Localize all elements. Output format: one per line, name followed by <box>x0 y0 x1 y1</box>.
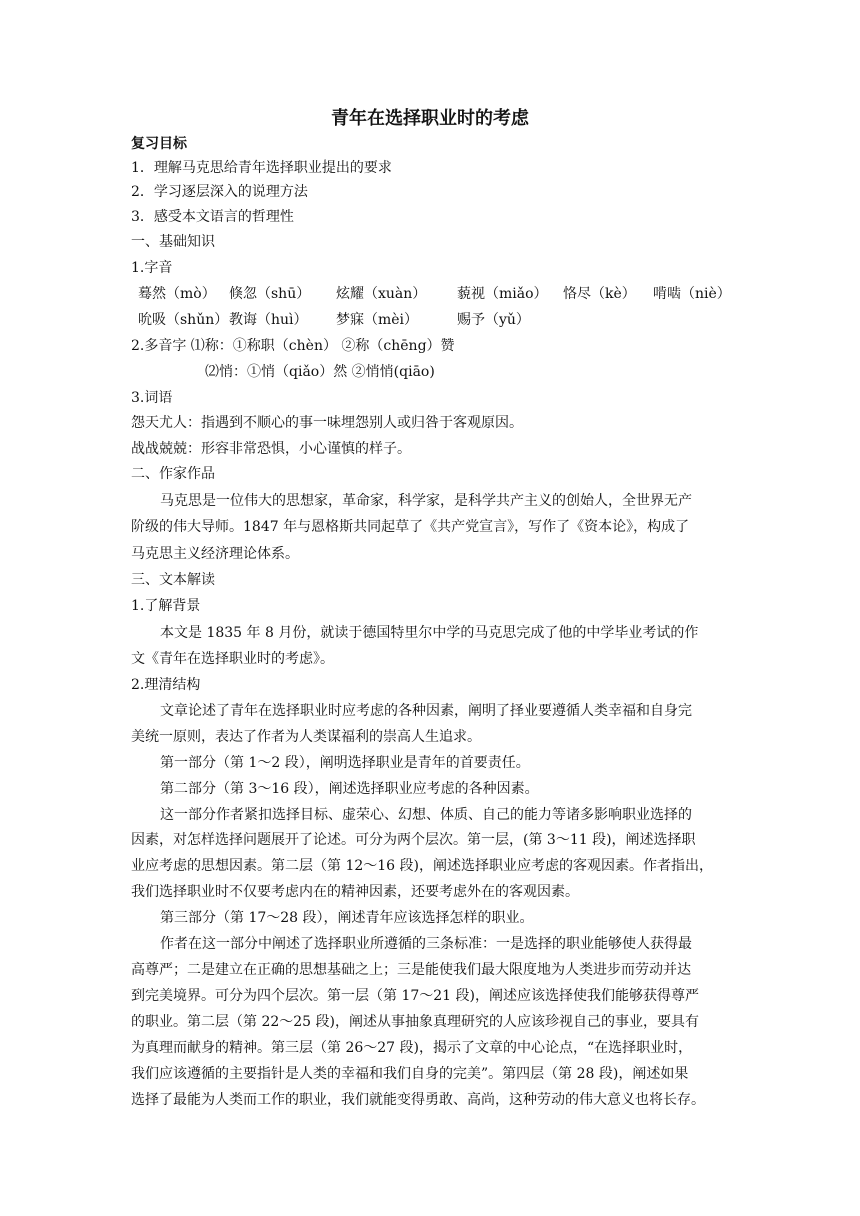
review-item: 3．感受本文语言的哲理性 <box>131 209 294 225</box>
paragraph-line: 文章论述了青年在选择职业时应考虑的各种因素，阐明了择业要遵循人类幸福和自身完 <box>160 703 692 719</box>
pronunciation-item: 恪尽（kè） <box>563 286 636 302</box>
pronunciation-item: 倏忽（shū） <box>229 286 311 302</box>
pronunciation-item: 炫耀（xuàn） <box>336 286 427 302</box>
subsection-heading: 1.了解背景 <box>131 598 201 614</box>
paragraph-line: 这一部分作者紧扣选择目标、虚荣心、幻想、体质、自己的能力等诸多影响职业选择的 <box>160 807 692 823</box>
paragraph-line: 第一部分（第 1～2 段），阐明选择职业是青年的首要责任。 <box>160 755 530 771</box>
paragraph-line: 马克思是一位伟大的思想家，革命家，科学家，是科学共产主义的创始人，全世界无产 <box>160 493 692 509</box>
paragraph-line: 阶级的伟大导师。1847 年与恩格斯共同起草了《共产党宣言》，写作了《资本论》，构成了 <box>131 519 690 535</box>
paragraph-line: 为真理而献身的精神。第三层（第 26～27 段)，揭示了文章的中心论点，“在选择职业时， <box>131 1040 693 1056</box>
paragraph-line: 选择了最能为人类而工作的职业，我们就能变得勇敢、高尚，这种劳动的伟大意义也将长存。 <box>131 1092 705 1108</box>
word-definition: 怨天尤人：指遇到不顺心的事一味埋怨别人或归咎于客观原因。 <box>131 415 523 431</box>
word-definition: 战战兢兢：形容非常恐惧，小心谨慎的样子。 <box>131 441 411 457</box>
pronunciation-item: 蓦然（mò） <box>138 286 216 302</box>
paragraph-line: 作者在这一部分中阐述了选择职业所遵循的三条标准：一是选择的职业能够使人获得最 <box>160 936 692 952</box>
paragraph-line: 第三部分（第 17～28 段），阐述青年应该选择怎样的职业。 <box>160 910 534 926</box>
pronunciation-item: 啃啮（niè） <box>653 286 731 302</box>
subsection-heading: 2.理清结构 <box>131 677 201 693</box>
paragraph-line: 美统一原则，表达了作者为人类谋福利的崇高人生追求。 <box>131 729 481 745</box>
subsection-heading: 1.字音 <box>131 260 173 276</box>
paragraph-line: 业应考虑的思想因素。第二层（第 12～16 段)，阐述选择职业应考虑的客观因素。作者指出， <box>131 858 713 874</box>
section-heading: 二、作家作品 <box>131 466 215 482</box>
review-heading: 复习目标 <box>131 136 187 152</box>
paragraph-line: 本文是 1835 年 8 月份，就读于德国特里尔中学的马克思完成了他的中学毕业考试的作 <box>160 625 699 641</box>
paragraph-line: 文《青年在选择职业时的考虑》。 <box>131 651 334 667</box>
page-title: 青年在选择职业时的考虑 <box>331 108 529 129</box>
review-item: 1．理解马克思给青年选择职业提出的要求 <box>131 160 392 176</box>
polyphone-line: 2.多音字 ⑴称：①称职（chèn） ②称（chēng）赞 <box>131 338 455 354</box>
paragraph-line: 因素，对怎样选择问题展开了论述。可分为两个层次。第一层，(第 3～11 段)，阐述选择职 <box>131 832 696 848</box>
pronunciation-item: 赐予（yǔ） <box>457 312 530 328</box>
pronunciation-item: 吮吸（shǔn） <box>138 312 229 328</box>
subsection-heading: 3.词语 <box>131 390 173 406</box>
paragraph-line: 我们选择职业时不仅要考虑内在的精神因素，还要考虑外在的客观因素。 <box>131 884 579 900</box>
pronunciation-item: 教诲（huì） <box>229 312 308 328</box>
section-heading: 三、文本解读 <box>131 572 215 588</box>
paragraph-line: 到完美境界。可分为四个层次。第一层（第 17～21 段)，阐述应该选择使我们能够获得尊严 <box>131 988 699 1004</box>
paragraph-line: 马克思主义经济理论体系。 <box>131 546 299 562</box>
review-item: 2．学习逐层深入的说理方法 <box>131 184 308 200</box>
paragraph-line: 我们应该遵循的主要指针是人类的幸福和我们自身的完美”。第四层（第 28 段)，阐述如果 <box>131 1066 689 1082</box>
paragraph-line: 第二部分（第 3～16 段），阐述选择职业应考虑的各种因素。 <box>160 781 539 797</box>
polyphone-line: ⑵悄：①悄（qiǎo）然 ②悄悄(qiāo) <box>205 364 435 380</box>
pronunciation-item: 梦寐（mèi） <box>336 312 419 328</box>
paragraph-line: 的职业。第二层（第 22～25 段)，阐述从事抽象真理研究的人应该珍视自己的事业，要具有 <box>131 1014 699 1030</box>
section-heading: 一、基础知识 <box>131 234 215 250</box>
pronunciation-item: 藐视（miǎo） <box>457 286 548 302</box>
paragraph-line: 高尊严；二是建立在正确的思想基础之上；三是能使我们最大限度地为人类进步而劳动并达 <box>131 962 691 978</box>
